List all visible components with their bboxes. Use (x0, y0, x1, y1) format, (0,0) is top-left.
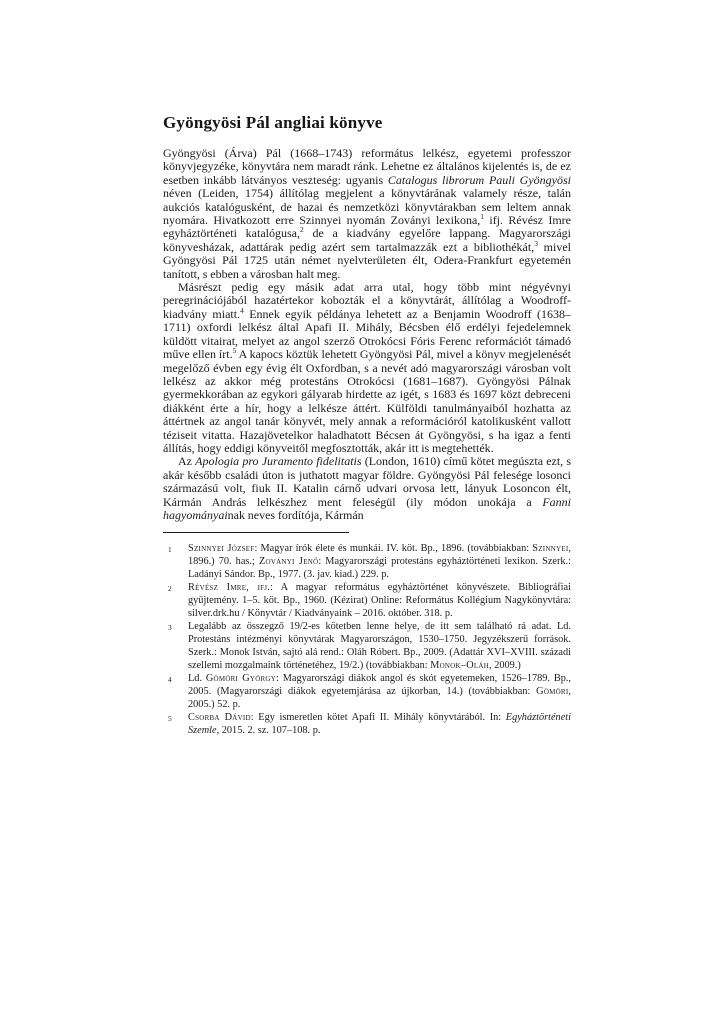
text-run: : Magyarországi protestáns egyháztörténeti lexikon. Szerk.: Ladányi Sándor. Bp., 1977. (3. jav. kiad.) 229. p. (188, 556, 571, 581)
italic-text: Fanni hagyományai (163, 494, 571, 522)
footnote-list (163, 542, 571, 737)
footnote-text (188, 581, 571, 620)
text-run: ifj. Révész Imre egyháztörténeti katalógusa, (163, 213, 572, 241)
smallcaps-name: Szinnyei (532, 543, 569, 555)
footnote-text (188, 711, 571, 737)
text-run: Másrészt pedig egy másik adat arra utal, hogy több mint négyévnyi peregrinációjából hazatértekor kobozták el a könyvtárát, állítólag a Woodroff-kiadvány miatt. (163, 280, 571, 321)
footnote-ref: 3 (534, 238, 538, 248)
body-paragraph (163, 281, 571, 455)
text-run: Legalább az összegző 19/2-es kötetben lenne helye, de itt sem található rá adat. Ld. Protestáns intézményi könyvtárak Magyarországon, 1530–1750. Jegyzékszerű források. Szerk.: Monok István, sajtó alá rend.: Oláh Róbert. Bp., 2009. (Adattár XVI–XVIII. századi szellemi mozgalmaink történetéhez, 19/2.) (továbbiakban: (188, 621, 571, 672)
smallcaps-name: Gömöri György (205, 673, 277, 685)
text-run: , 2015. 2. sz. 107–108. p. (216, 725, 321, 737)
text-run: , 1896.) 70. has.; (188, 543, 571, 568)
footnote-ref: 4 (240, 305, 244, 315)
text-run: nak neves fordítója, Kármán (227, 507, 364, 522)
text-run: mivel Gyöngyösi Pál 1725 után német nyelvterületen élt, Odera-Frankfurt egyetemén tanított, s ebben a városban halt meg. (163, 239, 571, 281)
text-run: Ld. (188, 673, 206, 685)
text-run: : Egy ismeretlen kötet Apafi II. Mihály könyvtárából. In: (250, 712, 506, 724)
footnote-ref: 1 (480, 212, 485, 222)
italic-text: Catalogus librorum Pauli Gyöngyösi (387, 172, 571, 187)
text-run: A kapocs köztük lehetett Gyöngyösi Pál, mivel a könyv megjelenését megelőző évben egy évig élt Oxfordban, s a nevét adó magyarországi városban volt lelkész az akkor még protestáns Otrokócsi (1681–1687). Gyöngyösi Pálnak gyermekkorában az egykori gályarab hirdette az igét, s 1683 és 1697 közt debreceni diákként érte a hír, hogy a lelkésze áttért. Külföldi tanulmányaiból hozhatta az áttértnek az angol tanár könyvét, mely annak a reformációról katolikusként vallott téziseit vitatta. Hazajövetelkor haladhatott Bécsen át Gyöngyösi, s ha igaz a fenti állítás, hogy eddigi könyveitől megfosztották, akár itt is megtehették. (163, 347, 571, 455)
text-run: néven (Leiden, 1754) állítólag megjelent a könyvtárának valamely része, talán aukciós katalógusként, de hazai és nemzetközi könyvtárakban sem leltem annak nyomára. Hivatkozott erre Szinnyei nyomán Zoványi lexikona, (163, 186, 571, 228)
smallcaps-name: Szinnyei József (188, 543, 255, 555)
smallcaps-name: Csorba Dávid (188, 712, 251, 724)
text-run: , 2009.) (489, 660, 521, 672)
body-text (163, 147, 571, 522)
smallcaps-name: Révész Imre, ifj. (188, 582, 271, 594)
footnote-marker: 1 (168, 545, 172, 555)
page-title: Gyöngyösi Pál angliai könyve (163, 113, 383, 132)
body-paragraph (163, 455, 571, 522)
footnote-ref: 5 (232, 346, 237, 356)
text-run: Az (178, 454, 196, 469)
footnote-item (163, 581, 571, 620)
footnote-ref: 2 (300, 225, 304, 235)
footnote-text (188, 620, 571, 672)
italic-text: Apologia pro Juramento fidelitatis (195, 454, 362, 469)
text-run: : Magyar írók élete és munkái. IV. köt. Bp., 1896. (továbbiakban: (254, 543, 533, 555)
smallcaps-name: Zoványi Jenő (258, 556, 319, 568)
footnote-item (163, 711, 571, 737)
text-run: de a kiadvány egyelőre lappang. Magyarországi könyvesházak, adattárak pedig azért sem tartalmazzák ezt a bibliothékát, (163, 226, 571, 254)
text-run: Gyöngyösi (Árva) Pál (1668–1743) református lelkész, egyetemi professzor könyvjegyzéke, könyvtára nem maradt ránk. Lehetne ez általános kijelentés is, de ez esetben inkább látványos veszteség: ugyanis (163, 146, 571, 187)
footnote-marker: 2 (168, 584, 172, 594)
footnote-section (163, 532, 571, 737)
body-paragraph (163, 147, 571, 281)
footnote-item (163, 542, 571, 581)
footnote-item (163, 620, 571, 672)
footnote-marker: 5 (168, 714, 172, 724)
italic-text: Egyháztörténeti Szemle (188, 712, 571, 737)
smallcaps-name: Gömöri (536, 686, 569, 698)
text-run: : Magyarországi diákok angol és skót egyetemeken, 1526–1789. Bp., 2005. (Magyarországi diákok egyetemjárása az újkorban, 14.) (továbbiakban: (188, 673, 571, 698)
footnote-text (188, 672, 571, 711)
text-run: Ennek egyik példánya lehetett az a Benjamin Woodroff (1638–1711) oxfordi lelkész által Apafi II. Mihály, Bécsben élő erdélyi fejedelemnek küldött vitairat, melyet az angol szerző Otrokócsi Fóris Ferenc reformációt támadó műve ellen írt. (163, 306, 571, 362)
footnote-marker: 3 (168, 623, 172, 633)
text-run: : A magyar református egyháztörténet könyvészete. Bibliográfiai gyűjtemény. 1–5. köt. Bp., 1960. (Kézirat) Online: Református Kollégium Nagykönyvtára: silver.drk.hu / Könyvtár / Kiadványaink – 2016. október. 318. p. (188, 582, 571, 620)
text-block (163, 113, 571, 737)
text-run: , 2005.) 52. p. (188, 686, 571, 711)
footnote-item (163, 672, 571, 711)
footnote-marker: 4 (168, 675, 172, 685)
smallcaps-name: Monok–Oláh (430, 660, 490, 672)
text-run: (London, 1610) című kötet megúszta ezt, s akár később családi úton is juthatott magyar földre. Gyöngyösi Pál felesége losonci származású volt, fiuk II. Katalin cárnő udvari orvosa lett, lányuk Losoncon élt, Kármán András lelkészhez ment feleségül (ily módon unokája a (163, 454, 572, 509)
footnote-text (188, 542, 571, 581)
footnote-divider (163, 532, 349, 533)
